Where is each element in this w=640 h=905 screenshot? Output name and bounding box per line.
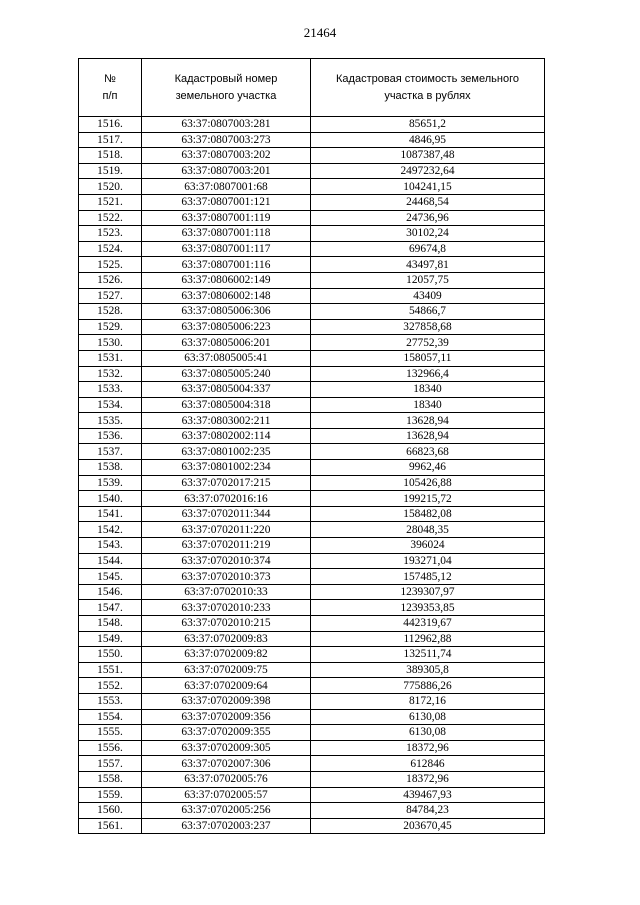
cadastral-value-cell: 158057,11 (311, 350, 545, 366)
table-row (79, 522, 545, 538)
row-number-cell: 1547. (79, 600, 142, 616)
row-number-cell: 1551. (79, 662, 142, 678)
cadastral-value-cell: 4846,95 (311, 132, 545, 148)
table-row (79, 506, 545, 522)
cadastral-number-cell: 63:37:0702003:237 (142, 818, 311, 834)
cadastral-number-cell: 63:37:0702009:75 (142, 662, 311, 678)
table-row (79, 647, 545, 663)
cadastral-value-cell: 439467,93 (311, 787, 545, 803)
table-row (79, 538, 545, 554)
cadastral-number-cell: 63:37:0803002:211 (142, 413, 311, 429)
header-cadastral-value (311, 59, 545, 117)
table-row (79, 366, 545, 382)
table-body (79, 117, 545, 834)
row-number-cell: 1549. (79, 631, 142, 647)
table-row (79, 163, 545, 179)
row-number-cell: 1529. (79, 319, 142, 335)
cadastral-number-cell: 63:37:0807003:202 (142, 148, 311, 164)
table-row (79, 616, 545, 632)
table-row (79, 117, 545, 133)
cadastral-number-cell: 63:37:0805004:337 (142, 382, 311, 398)
row-number-cell: 1560. (79, 803, 142, 819)
row-number-cell: 1519. (79, 163, 142, 179)
row-number-cell: 1543. (79, 538, 142, 554)
row-number-cell: 1518. (79, 148, 142, 164)
table-row (79, 257, 545, 273)
cadastral-value-cell: 43409 (311, 288, 545, 304)
cadastral-number-cell: 63:37:0702009:305 (142, 740, 311, 756)
row-number-cell: 1552. (79, 678, 142, 694)
cadastral-value-cell: 112962,88 (311, 631, 545, 647)
cadastral-number-cell: 63:37:0805005:41 (142, 350, 311, 366)
cadastral-value-cell: 69674,8 (311, 241, 545, 257)
cadastral-number-cell: 63:37:0801002:234 (142, 460, 311, 476)
cadastral-value-cell: 105426,88 (311, 475, 545, 491)
cadastral-value-cell: 1239307,97 (311, 584, 545, 600)
row-number-cell: 1553. (79, 693, 142, 709)
table-row (79, 693, 545, 709)
header-cadastral-line2: земельного участка (175, 89, 277, 102)
cadastral-number-cell: 63:37:0702009:355 (142, 725, 311, 741)
cadastral-number-cell: 63:37:0802002:114 (142, 428, 311, 444)
cadastral-value-cell: 104241,15 (311, 179, 545, 195)
cadastral-number-cell: 63:37:0702011:344 (142, 506, 311, 522)
cadastral-number-cell: 63:37:0702010:215 (142, 616, 311, 632)
table-row (79, 740, 545, 756)
cadastral-value-cell: 18340 (311, 382, 545, 398)
table-row (79, 803, 545, 819)
table-row (79, 662, 545, 678)
cadastral-value-cell: 612846 (311, 756, 545, 772)
table-row (79, 382, 545, 398)
cadastral-value-cell: 203670,45 (311, 818, 545, 834)
row-number-cell: 1545. (79, 569, 142, 585)
cadastral-value-cell: 389305,8 (311, 662, 545, 678)
cadastral-number-cell: 63:37:0805005:240 (142, 366, 311, 382)
cadastral-number-cell: 63:37:0807001:118 (142, 226, 311, 242)
table-row (79, 132, 545, 148)
table-row (79, 709, 545, 725)
cadastral-number-cell: 63:37:0702005:256 (142, 803, 311, 819)
row-number-cell: 1526. (79, 272, 142, 288)
cadastral-number-cell: 63:37:0807003:201 (142, 163, 311, 179)
cadastral-value-cell: 9962,46 (311, 460, 545, 476)
cadastral-value-cell: 6130,08 (311, 725, 545, 741)
table-row (79, 272, 545, 288)
table-row (79, 491, 545, 507)
row-number-cell: 1527. (79, 288, 142, 304)
cadastral-value-cell: 18340 (311, 397, 545, 413)
row-number-cell: 1555. (79, 725, 142, 741)
row-number-cell: 1538. (79, 460, 142, 476)
table-row (79, 350, 545, 366)
cadastral-value-cell: 775886,26 (311, 678, 545, 694)
cadastral-number-cell: 63:37:0807001:119 (142, 210, 311, 226)
cadastral-value-cell: 18372,96 (311, 771, 545, 787)
page-number: 21464 (303, 25, 337, 40)
cadastral-value-cell: 85651,2 (311, 117, 545, 133)
cadastral-value-cell: 24468,54 (311, 194, 545, 210)
cadastral-value-table (78, 58, 545, 834)
cadastral-value-cell: 43497,81 (311, 257, 545, 273)
header-cadastral-number (142, 59, 311, 117)
cadastral-number-cell: 63:37:0805006:223 (142, 319, 311, 335)
cadastral-value-cell: 12057,75 (311, 272, 545, 288)
cadastral-number-cell: 63:37:0702011:220 (142, 522, 311, 538)
table-row (79, 335, 545, 351)
cadastral-number-cell: 63:37:0807001:116 (142, 257, 311, 273)
cadastral-number-cell: 63:37:0702010:33 (142, 584, 311, 600)
table-row (79, 194, 545, 210)
table-row (79, 569, 545, 585)
row-number-cell: 1517. (79, 132, 142, 148)
table-row (79, 553, 545, 569)
table-row (79, 460, 545, 476)
row-number-cell: 1546. (79, 584, 142, 600)
header-value-line1: Кадастровая стоимость земельного (336, 72, 519, 85)
row-number-cell: 1531. (79, 350, 142, 366)
row-number-cell: 1516. (79, 117, 142, 133)
cadastral-number-cell: 63:37:0807001:121 (142, 194, 311, 210)
cadastral-number-cell: 63:37:0702009:64 (142, 678, 311, 694)
table-row (79, 444, 545, 460)
row-number-cell: 1536. (79, 428, 142, 444)
row-number-cell: 1540. (79, 491, 142, 507)
cadastral-value-cell: 84784,23 (311, 803, 545, 819)
row-number-cell: 1535. (79, 413, 142, 429)
header-value-line2: участка в рублях (384, 89, 471, 102)
row-number-cell: 1548. (79, 616, 142, 632)
cadastral-value-cell: 396024 (311, 538, 545, 554)
row-number-cell: 1523. (79, 226, 142, 242)
row-number-cell: 1537. (79, 444, 142, 460)
cadastral-number-cell: 63:37:0806002:148 (142, 288, 311, 304)
cadastral-number-cell: 63:37:0702009:83 (142, 631, 311, 647)
cadastral-number-cell: 63:37:0807001:68 (142, 179, 311, 195)
cadastral-value-cell: 6130,08 (311, 709, 545, 725)
cadastral-value-cell: 24736,96 (311, 210, 545, 226)
row-number-cell: 1520. (79, 179, 142, 195)
cadastral-number-cell: 63:37:0702010:374 (142, 553, 311, 569)
row-number-cell: 1559. (79, 787, 142, 803)
row-number-cell: 1557. (79, 756, 142, 772)
row-number-cell: 1550. (79, 647, 142, 663)
table-row (79, 179, 545, 195)
cadastral-number-cell: 63:37:0702005:76 (142, 771, 311, 787)
table-row (79, 787, 545, 803)
table-row (79, 210, 545, 226)
cadastral-value-cell: 13628,94 (311, 428, 545, 444)
cadastral-number-cell: 63:37:0702011:219 (142, 538, 311, 554)
cadastral-value-cell: 158482,08 (311, 506, 545, 522)
cadastral-value-cell: 199215,72 (311, 491, 545, 507)
row-number-cell: 1556. (79, 740, 142, 756)
cadastral-value-cell: 30102,24 (311, 226, 545, 242)
table-row (79, 413, 545, 429)
table-row (79, 304, 545, 320)
table-row (79, 319, 545, 335)
header-number-line1: № (104, 72, 116, 85)
table-row (79, 584, 545, 600)
cadastral-number-cell: 63:37:0702009:398 (142, 693, 311, 709)
table-header-row (79, 59, 545, 117)
row-number-cell: 1522. (79, 210, 142, 226)
cadastral-number-cell: 63:37:0702007:306 (142, 756, 311, 772)
cadastral-number-cell: 63:37:0702009:82 (142, 647, 311, 663)
row-number-cell: 1532. (79, 366, 142, 382)
table-row (79, 241, 545, 257)
row-number-cell: 1539. (79, 475, 142, 491)
cadastral-value-cell: 442319,67 (311, 616, 545, 632)
table-row (79, 428, 545, 444)
cadastral-number-cell: 63:37:0805006:306 (142, 304, 311, 320)
cadastral-number-cell: 63:37:0702017:215 (142, 475, 311, 491)
cadastral-number-cell: 63:37:0805004:318 (142, 397, 311, 413)
cadastral-value-cell: 66823,68 (311, 444, 545, 460)
table-row (79, 725, 545, 741)
row-number-cell: 1554. (79, 709, 142, 725)
cadastral-number-cell: 63:37:0807003:281 (142, 117, 311, 133)
cadastral-value-cell: 27752,39 (311, 335, 545, 351)
cadastral-value-cell: 327858,68 (311, 319, 545, 335)
row-number-cell: 1558. (79, 771, 142, 787)
cadastral-number-cell: 63:37:0702005:57 (142, 787, 311, 803)
table-row (79, 631, 545, 647)
row-number-cell: 1533. (79, 382, 142, 398)
cadastral-value-cell: 157485,12 (311, 569, 545, 585)
cadastral-value-cell: 18372,96 (311, 740, 545, 756)
cadastral-value-cell: 8172,16 (311, 693, 545, 709)
cadastral-number-cell: 63:37:0806002:149 (142, 272, 311, 288)
header-number (79, 59, 142, 117)
cadastral-value-cell: 193271,04 (311, 553, 545, 569)
row-number-cell: 1541. (79, 506, 142, 522)
cadastral-value-cell: 132966,4 (311, 366, 545, 382)
row-number-cell: 1528. (79, 304, 142, 320)
header-number-line2: п/п (102, 89, 118, 102)
cadastral-number-cell: 63:37:0801002:235 (142, 444, 311, 460)
cadastral-value-cell: 54866,7 (311, 304, 545, 320)
cadastral-number-cell: 63:37:0702016:16 (142, 491, 311, 507)
cadastral-number-cell: 63:37:0807001:117 (142, 241, 311, 257)
table-row (79, 148, 545, 164)
table-row (79, 475, 545, 491)
table-row (79, 771, 545, 787)
header-cadastral-line1: Кадастровый номер (174, 72, 278, 85)
row-number-cell: 1561. (79, 818, 142, 834)
row-number-cell: 1542. (79, 522, 142, 538)
row-number-cell: 1521. (79, 194, 142, 210)
cadastral-value-cell: 1087387,48 (311, 148, 545, 164)
row-number-cell: 1530. (79, 335, 142, 351)
cadastral-number-cell: 63:37:0805006:201 (142, 335, 311, 351)
table-row (79, 600, 545, 616)
cadastral-value-cell: 132511,74 (311, 647, 545, 663)
table-row (79, 226, 545, 242)
cadastral-number-cell: 63:37:0807003:273 (142, 132, 311, 148)
table-row (79, 397, 545, 413)
table-row (79, 756, 545, 772)
table-row (79, 678, 545, 694)
cadastral-number-cell: 63:37:0702009:356 (142, 709, 311, 725)
cadastral-number-cell: 63:37:0702010:373 (142, 569, 311, 585)
cadastral-value-cell: 28048,35 (311, 522, 545, 538)
row-number-cell: 1544. (79, 553, 142, 569)
row-number-cell: 1534. (79, 397, 142, 413)
table-row (79, 818, 545, 834)
cadastral-value-cell: 1239353,85 (311, 600, 545, 616)
cadastral-value-cell: 13628,94 (311, 413, 545, 429)
row-number-cell: 1524. (79, 241, 142, 257)
cadastral-number-cell: 63:37:0702010:233 (142, 600, 311, 616)
row-number-cell: 1525. (79, 257, 142, 273)
cadastral-value-cell: 2497232,64 (311, 163, 545, 179)
table-row (79, 288, 545, 304)
